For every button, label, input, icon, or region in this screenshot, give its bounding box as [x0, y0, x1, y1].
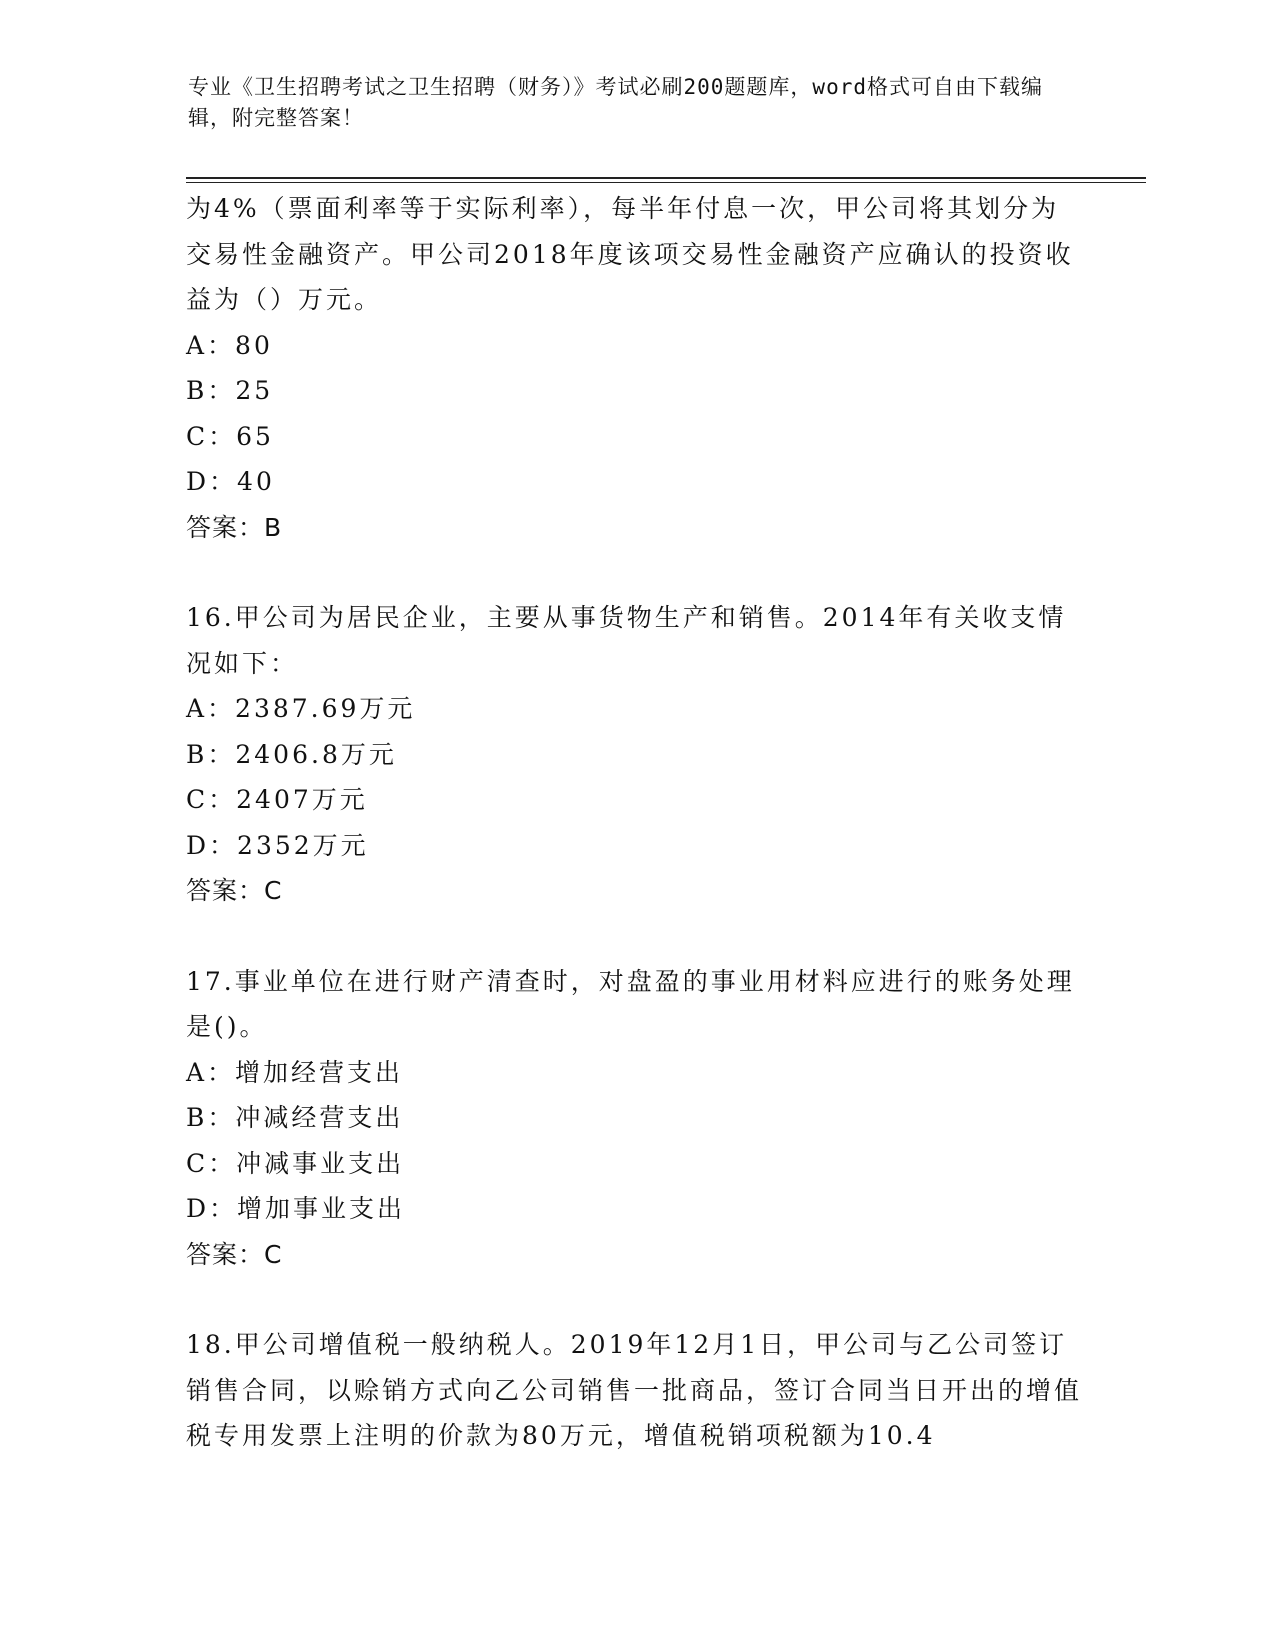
question-text: 18.甲公司增值税一般纳税人。2019年12月1日，甲公司与乙公司签订销售合同，以赊销方式向乙公司销售一批商品，签订合同当日开出的增值税专用发票上注明的价款为80万元，增值税销项税额为10.4: [186, 1330, 1083, 1450]
option-c: C：2407万元: [186, 785, 368, 814]
option-b: B：25: [186, 376, 274, 405]
question-list: [186, 186, 1086, 1459]
question-17: [186, 959, 1086, 1278]
option-b: B：2406.8万元: [186, 739, 397, 769]
answer-line: 答案：C: [186, 1239, 283, 1269]
answer-line: 答案：C: [186, 876, 283, 905]
spacer: [186, 1277, 1086, 1322]
header-divider-thin: [186, 182, 1146, 183]
question-text: 16.甲公司为居民企业，主要从事货物生产和销售。2014年有关收支情况如下：: [186, 603, 1067, 678]
question-text: 为4%（票面利率等于实际利率），每半年付息一次，甲公司将其划分为交易性金融资产。甲公司2018年度该项交易性金融资产应确认的投资收益为（）万元。: [186, 194, 1074, 314]
option-d: D：2352万元: [186, 830, 369, 860]
spacer: [186, 914, 1086, 959]
option-a: A：2387.69万元: [186, 694, 416, 723]
question-18: [186, 1322, 1086, 1459]
option-a: A：增加经营支出: [186, 1057, 404, 1087]
option-c: C：65: [186, 421, 274, 451]
document-header: [188, 72, 1068, 134]
answer-line: 答案：B: [186, 512, 283, 542]
spacer: [186, 550, 1086, 595]
option-d: D：增加事业支出: [186, 1194, 406, 1223]
option-d: D：40: [186, 467, 275, 496]
question-text: 17.事业单位在进行财产清查时，对盘盈的事业用材料应进行的账务处理是()。: [186, 966, 1075, 1041]
option-c: C：冲减事业支出: [186, 1148, 405, 1178]
option-a: A：80: [186, 330, 273, 360]
option-b: B：冲减经营支出: [186, 1103, 404, 1132]
question-continued: [186, 186, 1086, 550]
question-16: [186, 595, 1086, 914]
header-divider-thick: [186, 177, 1146, 179]
header-title: 专业《卫生招聘考试之卫生招聘（财务）》考试必刷200题题库，word格式可自由下载编辑，附完整答案！: [188, 75, 1043, 130]
